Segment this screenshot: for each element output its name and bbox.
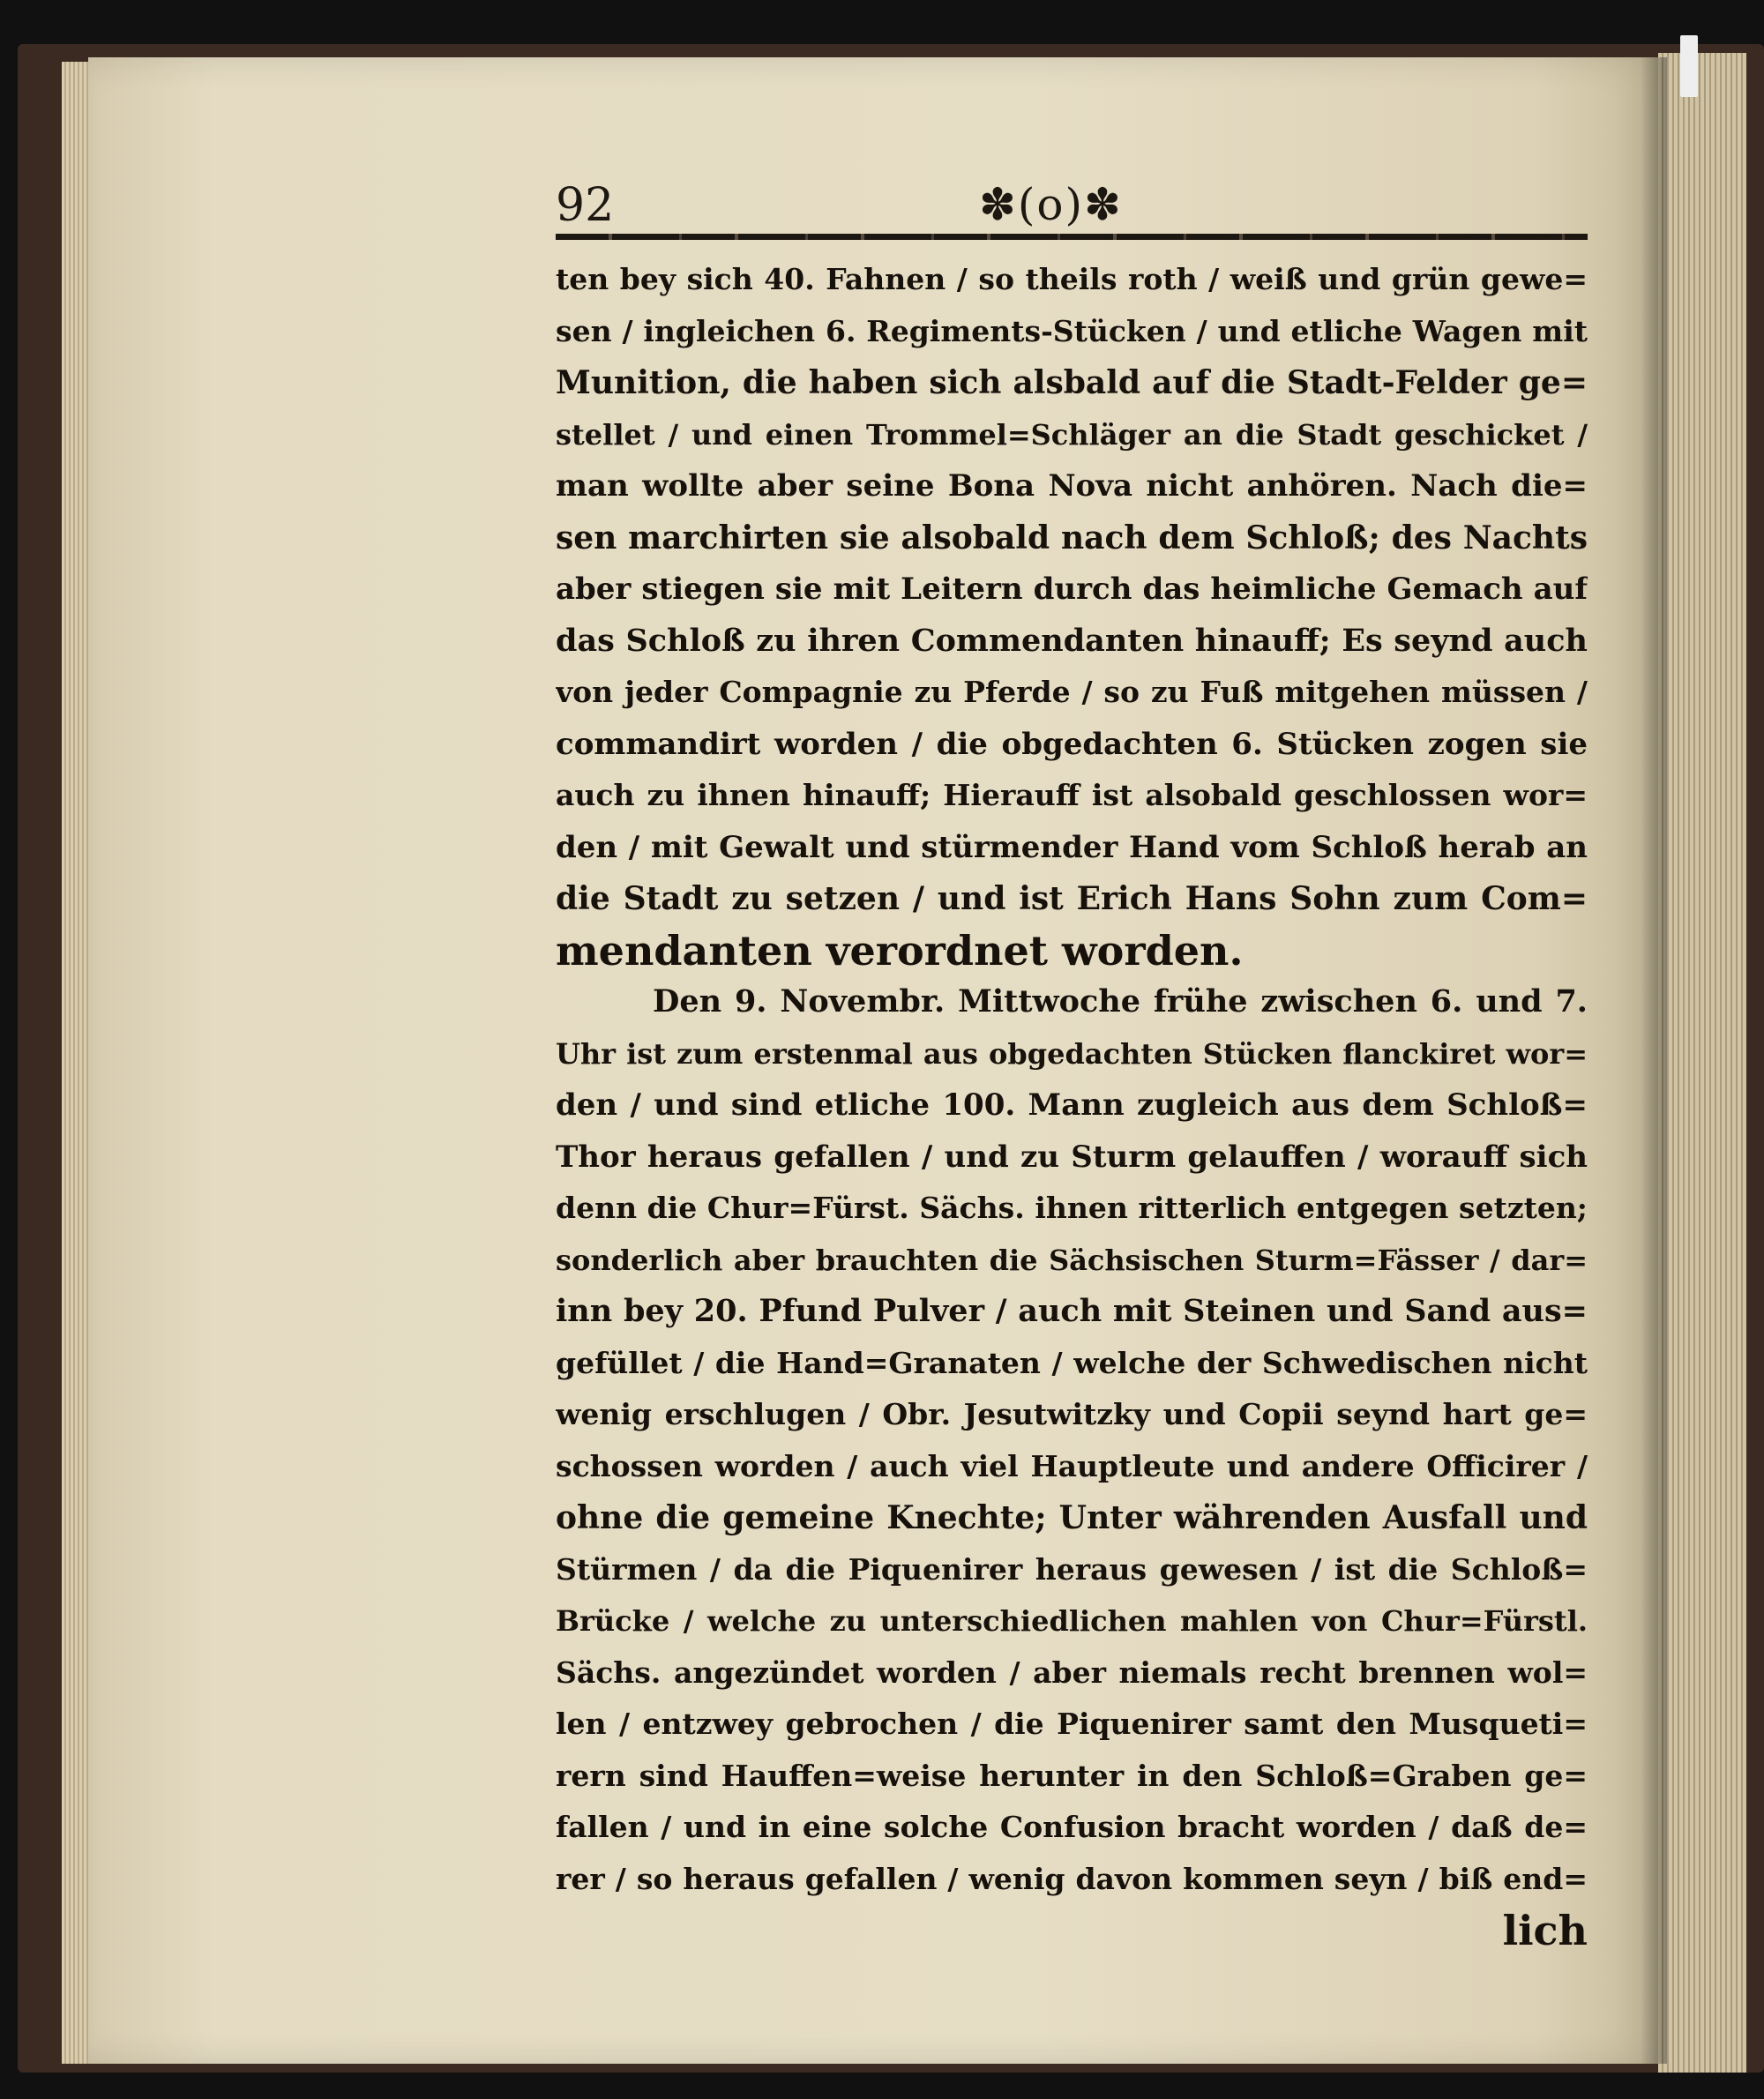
text-line: sen marchirten sie alsobald nach dem Schloß; des Nachts (556, 519, 1588, 556)
header-ornament: ✽(o)✽ (979, 179, 1123, 230)
page-edges-right (1658, 53, 1746, 2073)
text-line: commandirt worden / die obgedachten 6. Stücken zogen sie (556, 726, 1588, 762)
paragraph-start-line: Den 9. Novembr. Mittwoche frühe zwischen 6. und 7. (653, 983, 1588, 1020)
text-line: fallen / und in eine solche Confusion bracht worden / daß de= (556, 1810, 1588, 1844)
bookmark-ribbon (1680, 35, 1698, 97)
text-line: Uhr ist zum erstenmal aus obgedachten Stücken flanckiret wor= (556, 1036, 1588, 1071)
text-line: sen / ingleichen 6. Regiments-Stücken / und etliche Wagen mit (556, 313, 1588, 348)
text-line: auch zu ihnen hinauff; Hierauff ist alsobald geschlossen wor= (556, 778, 1588, 812)
gutter-shadow (1641, 57, 1667, 2064)
catchword: lich (1502, 1907, 1588, 1954)
text-line: sonderlich aber brauchten die Sächsischen Sturm=Fässer / dar= (556, 1243, 1588, 1277)
text-line: stellet / und einen Trommel=Schläger an die Stadt geschicket / (556, 417, 1588, 452)
text-line: ohne die gemeine Knechte; Unter währenden Ausfall und (556, 1499, 1588, 1536)
text-line: Munition, die haben sich alsbald auf die Stadt-Felder ge= (556, 364, 1588, 401)
header-rule (556, 234, 1588, 240)
body-text (556, 254, 1588, 1957)
text-line: Brücke / welche zu unterschiedlichen mahlen von Chur=Fürstl. (556, 1604, 1588, 1638)
text-line: rern sind Hauffen=weise herunter in den Schloß=Graben ge= (556, 1758, 1588, 1793)
text-line: den / und sind etliche 100. Mann zugleich aus dem Schloß= (556, 1087, 1588, 1123)
text-line: von jeder Compagnie zu Pferde / so zu Fuß mitgehen müssen / (556, 675, 1588, 709)
page-number: 92 (556, 179, 615, 232)
text-line: inn bey 20. Pfund Pulver / auch mit Steinen und Sand aus= (556, 1293, 1588, 1329)
text-line: schossen worden / auch viel Hauptleute und andere Officirer / (556, 1448, 1588, 1483)
page-header (556, 172, 1588, 243)
page-edges-left (62, 62, 88, 2064)
text-line: len / entzwey gebrochen / die Piquenirer samt den Musqueti= (556, 1707, 1588, 1741)
text-line: den / mit Gewalt und stürmender Hand vom Schloß herab an (556, 829, 1588, 865)
text-line: Sächs. angezündet worden / aber niemals recht brennen wol= (556, 1655, 1588, 1690)
text-line: rer / so heraus gefallen / wenig davon kommen seyn / biß end= (556, 1861, 1588, 1896)
text-line: mendanten verordnet worden. (556, 926, 1244, 975)
text-line: denn die Chur=Fürst. Sächs. ihnen ritterlich entgegen setzten; (556, 1191, 1588, 1225)
text-line: ten bey sich 40. Fahnen / so theils roth / weiß und grün gewe= (556, 262, 1588, 296)
text-line: die Stadt zu setzen / und ist Erich Hans Sohn zum Com= (556, 880, 1588, 917)
text-line: das Schloß zu ihren Commendanten hinauff; Es seynd auch (556, 622, 1588, 659)
text-line: Stürmen / da die Piquenirer heraus gewesen / ist die Schloß= (556, 1551, 1588, 1587)
text-line: wenig erschlugen / Obr. Jesutwitzky und Copii seynd hart ge= (556, 1397, 1588, 1431)
text-line: man wollte aber seine Bona Nova nicht anhören. Nach die= (556, 468, 1588, 504)
text-line: Thor heraus gefallen / und zu Sturm gelauffen / worauff sich (556, 1139, 1588, 1175)
text-line: aber stiegen sie mit Leitern durch das heimliche Gemach auf (556, 571, 1588, 607)
text-line: gefüllet / die Hand=Granaten / welche der Schwedischen nicht (556, 1345, 1588, 1380)
